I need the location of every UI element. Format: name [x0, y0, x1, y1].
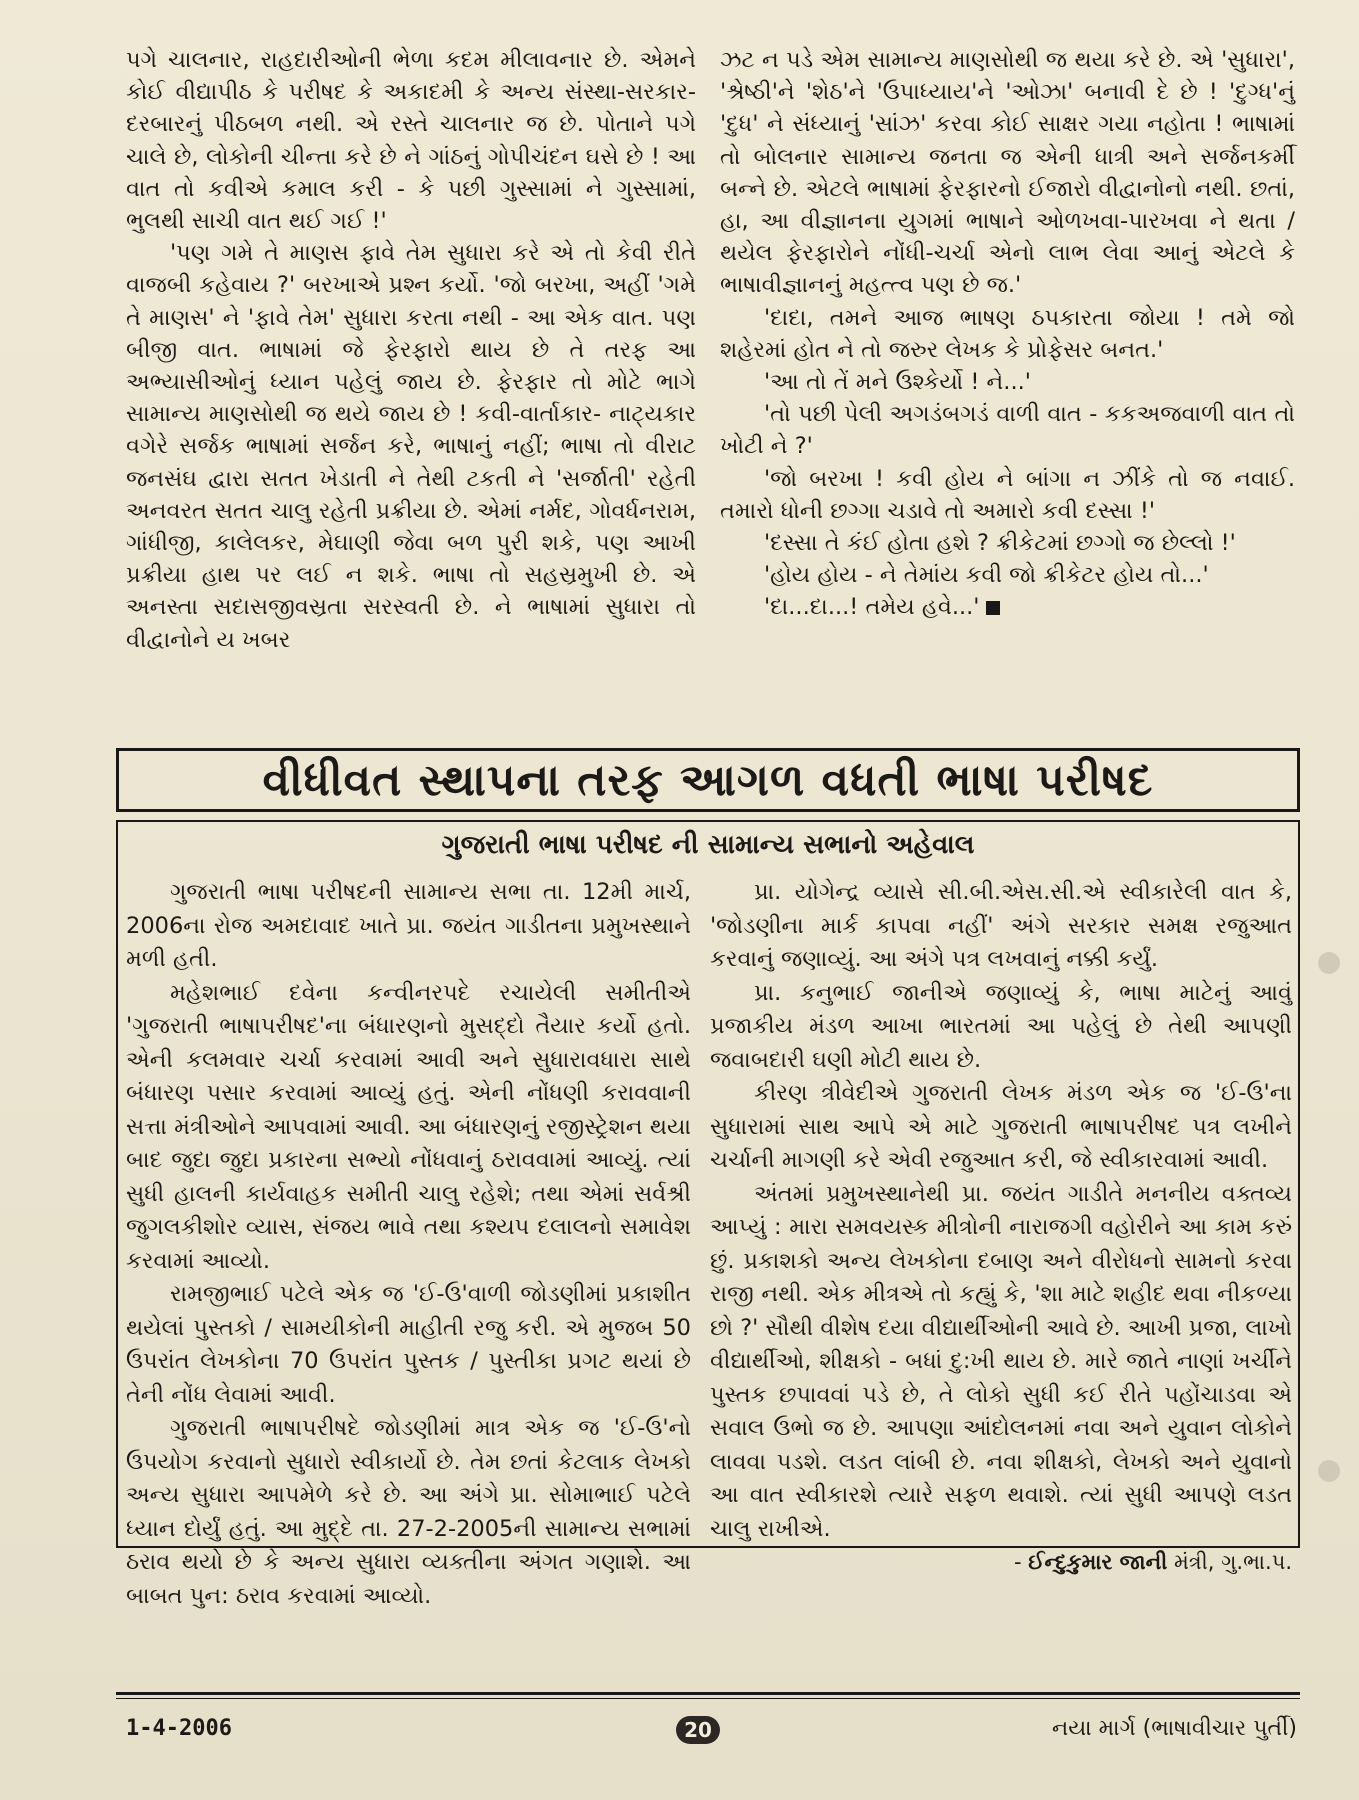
paragraph: અંતમાં પ્રમુખસ્થાનેથી પ્રા. જયંત ગાડીતે મનનીય વક્તવ્ય આપ્યું : મારા સમવયસ્ક મીત્રોની નારાજગી વહોરીને આ કામ કરું છું. પ્રકાશકો અન્ય લેખકોના દબાણ અને વીરોધનો સામનો કરવા રાજી નથી. એક મીત્રએ તો કહ્યું કે, 'શા માટે શહીદ થવા નીકળ્યા છો ?' સૌથી વીશેષ દયા વીદ્યાર્થીઓની આવે છે. આખી પ્રજા, લાખો વીદ્યાર્થીઓ, શીક્ષકો - બધાં દુ:ખી થાય છે. મારે જાતે નાણાં ખર્ચીને પુસ્તક છપાવવાં પડે છે, તે લોકો સુધી કઈ રીતે પહોંચાડવા એ સવાલ ઉભો જ છે. આપણા આંદોલનમાં નવા અને યુવાન લોકોને લાવવા પડશે. લડત લાંબી છે. નવા શીક્ષકો, લેખકો અને યુવાનો આ વાત સ્વીકારશે ત્યારે સફળ થવાશે. ત્યાં સુધી આપણે લડત ચાલુ રાખીએ. — [710, 1180, 1292, 1542]
paragraph: 'દાદા, તમને આજ ભાષણ ઠપકારતા જોયા ! તમે જો શહેરમાં હોત ને તો જરુર લેખક કે પ્રોફેસર બનત.' — [720, 304, 1295, 363]
signature-name: ઈન્દુકુમાર જાની — [1028, 1550, 1168, 1574]
paragraph: 'હોય હોય - ને તેમાંય કવી જો ક્રીકેટર હોય તો...' — [764, 562, 1209, 589]
page-number-badge: 20 — [676, 1716, 720, 1744]
paragraph: રામજીભાઈ પટેલે એક જ 'ઈ-ઉ'વાળી જોડણીમાં પ્રકાશીત થયેલાં પુસ્તકો / સામયીકોની માહીતી રજુ કરી. એ મુજબ 50 ઉપરાંત લેખકોના 70 ઉપરાંત પુસ્તક / પુસ્તીકા પ્રગટ થયાં છે તેની નોંધ લેવામાં આવી. — [126, 1281, 691, 1408]
footer-publication: નયા માર્ગ (ભાષાવીચાર પુર્તી) — [1051, 1716, 1297, 1741]
top-right-column — [720, 44, 1295, 624]
end-of-article-mark — [986, 601, 1000, 615]
closing-text: 'દા...દા...! તમેય હવે...' — [764, 594, 980, 621]
report-right-column — [710, 876, 1292, 1580]
signature-role: મંત્રી, ગુ.ભા.પ. — [1167, 1550, 1292, 1574]
paragraph: ગુજરાતી ભાષા પરીષદની સામાન્ય સભા તા. 12મી માર્ચ, 2006ના રોજ અમદાવાદ ખાતે પ્રા. જયંત ગાડીતના પ્રમુખસ્થાને મળી હતી. — [126, 879, 691, 972]
paragraph: પ્રા. યોગેન્દ્ર વ્યાસે સી.બી.એસ.સી.એ સ્વીકારેલી વાત કે, 'જોડણીના માર્ક કાપવા નહીં' અંગે સરકાર સમક્ષ રજુઆત કરવાનું જણાવ્યું. આ અંગે પત્ર લખવાનું નક્કી કર્યું. — [710, 879, 1292, 972]
footer-rule — [116, 1692, 1300, 1695]
paragraph: મહેશભાઈ દવેના કન્વીનરપદે રચાયેલી સમીતીએ 'ગુજરાતી ભાષાપરીષદ'ના બંધારણનો મુસદ્દો તૈયાર કર્યો હતો. એની કલમવાર ચર્ચા કરવામાં આવી અને સુધારાવધારા સાથે બંધારણ પસાર કરવામાં આવ્યું હતું. એની નોંધણી કરાવવાની સત્તા મંત્રીઓને આપવામાં આવી. આ બંધારણનું રજીસ્ટ્રેશન થયા બાદ જુદા જુદા પ્રકારના સભ્યો નોંધવાનું ઠરાવવામાં આવ્યું. ત્યાં સુધી હાલની કાર્યવાહક સમીતી ચાલુ રહેશે; તથા એમાં સર્વશ્રી જુગલકીશોર વ્યાસ, સંજય ભાવે તથા કશ્યપ દલાલનો સમાવેશ કરવામાં આવ્યો. — [126, 979, 691, 1274]
headline-box — [116, 748, 1300, 812]
report-left-column — [126, 876, 691, 1613]
paragraph: 'જો બરખા ! કવી હોય ને બાંગા ન ઝીંકે તો જ નવાઈ. તમારો ધોની છગ્ગા ચડાવે તો અમારો કવી દસ્સા !' — [720, 465, 1295, 524]
paragraph: 'તો પછી પેલી અગડંબગડં વાળી વાત - કકઅજવાળી વાત તો ખોટી ને ?' — [720, 401, 1295, 460]
paragraph: 'આ તો તેં મને ઉશ્કેર્યો ! ને...' — [764, 369, 1031, 396]
paragraph: પગે ચાલનાર, રાહદારીઓની ભેળા કદમ મીલાવનાર છે. એમને કોઈ વીદ્યાપીઠ કે પરીષદ કે અકાદમી કે અન્ય સંસ્થા-સરકાર-દરબારનું પીઠબળ નથી. એ રસ્તે ચાલનાર જ છે. પોતાને પગે ચાલે છે, લોકોની ચીન્તા કરે છે ને ગાંઠનું ગોપીચંદન ઘસે છે ! આ વાત તો કવીએ કમાલ કરી - કે પછી ગુસ્સામાં ને ગુસ્સામાં, ભુલથી સાચી વાત થઈ ગઈ !' — [126, 47, 696, 235]
paragraph: 'દસ્સા તે કંઈ હોતા હશે ? ક્રીકેટમાં છગ્ગો જ છેલ્લો !' — [764, 530, 1236, 557]
signature-dash: - — [1013, 1550, 1029, 1574]
paragraph: 'પણ ગમે તે માણસ ફાવે તેમ સુધારા કરે એ તો કેવી રીતે વાજબી કહેવાય ?' બરખાએ પ્રશ્ન કર્યો. 'જો બરખા, અહીં 'ગમે તે માણસ' ને 'ફાવે તેમ' સુધારા કરતા નથી - આ એક વાત. પણ બીજી વાત. ભાષામાં જે ફેરફારો થાય છે તે તરફ આ અભ્યાસીઓનું ધ્યાન પહેલું જાય છે. ફેરફાર તો મોટે ભાગે સામાન્ય માણસોથી જ થયે જાય છે ! કવી-વાર્તાકાર- નાટ્યકાર વગેરે સર્જક ભાષામાં સર્જન કરે, ભાષાનું નહીં; ભાષા તો વીરાટ જનસંઘ દ્વારા સતત ખેડાતી ને તેથી ટકતી ને 'સર્જાતી' રહેતી અનવરત સતત ચાલુ રહેતી પ્રક્રીયા છે. એમાં નર્મદ, ગોવર્ધનરામ, ગાંધીજી, કાલેલકર, મેઘાણી જેવા બળ પુરી શકે, પણ આખી પ્રક્રીયા હાથ પર લઈ ન શકે. ભાષા તો સહસ્રમુખી છે. એ અનસ્તા સદાસજીવસ્રતા સરસ્વતી છે. ને ભાષામાં સુધારા તો વીદ્વાનોને ય ખબર — [126, 240, 696, 653]
binder-hole-mark — [1318, 1460, 1340, 1482]
paragraph: ઝટ ન પડે એમ સામાન્ય માણસોથી જ થયા કરે છે. એ 'સુધારા', 'શ્રેષ્ઠી'ને 'શેઠ'ને 'ઉપાધ્યાય'ને 'ઓઝા' બનાવી દે છે ! 'દુગ્ધ'નું 'દુધ' ને સંધ્યાનું 'સાંઝ' કરવા કોઈ સાક્ષર ગયા નહોતા ! ભાષામાં તો બોલનાર સામાન્ય જનતા જ એની ધાત્રી અને સર્જનકર્મી બન્ને છે. એટલે ભાષામાં ફેરફારનો ઈજારો વીદ્વાનોનો નથી. છતાં, હા, આ વીજ્ઞાનના યુગમાં ભાષાને ઓળખવા-પારખવા ને થતા / થયેલ ફેરફારોને નોંધી-ચર્ચા એનો લાભ લેવા આનું એટલે કે ભાષાવીજ્ઞાનનું મહત્ત્વ પણ છે જ.' — [720, 47, 1295, 299]
paragraph: કીરણ ત્રીવેદીએ ગુજરાતી લેખક મંડળ એક જ 'ઈ-ઉ'ના સુધારામાં સાથ આપે એ માટે ગુજરાતી ભાષાપરીષદ પત્ર લખીને ચર્ચાની માગણી કરે એવી રજુઆત કરી, જે સ્વીકારવામાં આવી. — [710, 1080, 1292, 1173]
closing-line — [720, 591, 1295, 623]
signature-line — [710, 1546, 1292, 1580]
binder-hole-mark — [1318, 952, 1340, 974]
footer-rule-thin — [116, 1698, 1300, 1699]
report-subheadline: ગુજરાતી ભાષા પરીષદ ની સામાન્ય સભાનો અહેવાલ — [441, 830, 975, 860]
top-left-column — [126, 44, 696, 656]
paragraph: પ્રા. કનુભાઈ જાનીએ જણાવ્યું કે, ભાષા માટેનું આવું પ્રજાકીય મંડળ આખા ભારતમાં આ પહેલું છે તેથી આપણી જવાબદારી ઘણી મોટી થાય છે. — [710, 979, 1292, 1073]
article-headline: વીધીવત સ્થાપના તરફ આગળ વધતી ભાષા પરીષદ — [262, 754, 1154, 806]
footer-date: 1-4-2006 — [126, 1716, 232, 1741]
paragraph: ગુજરાતી ભાષાપરીષદે જોડણીમાં માત્ર એક જ 'ઈ-ઉ'નો ઉપયોગ કરવાનો સુધારો સ્વીકાર્યો છે. તેમ છતાં કેટલાક લેખકો અન્ય સુધારા આપમેળે કરે છે. આ અંગે પ્રા. સોમાભાઈ પટેલે ધ્યાન દોર્યું હતું. આ મુદ્દે તા. 27-2-2005ની સામાન્ય સભામાં ઠરાવ થયો છે કે અન્ય સુધારા વ્યક્તીના અંગત ગણાશે. આ બાબત પુન: ઠરાવ કરવામાં આવ્યો. — [126, 1415, 691, 1609]
